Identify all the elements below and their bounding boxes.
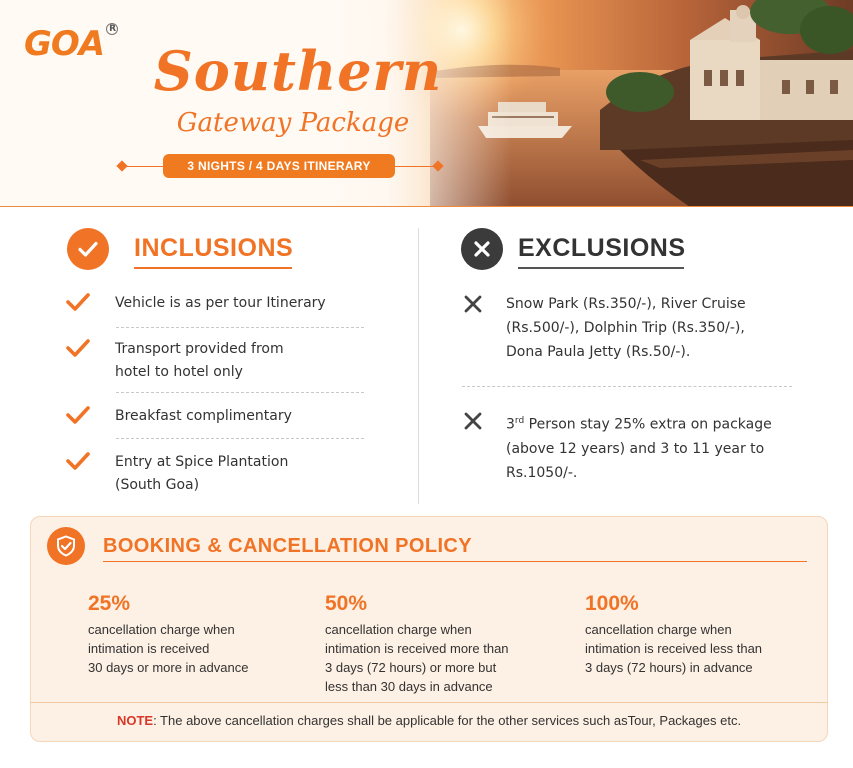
check-icon [66,451,90,471]
note-text: : The above cancellation charges shall be applicable for the other services such asTour, Packages etc. [153,713,742,728]
x-mark-icon [463,411,483,431]
policy-tier [585,592,815,677]
exclusion-text: 3rd Person stay 25% extra on package (above 12 years) and 3 to 11 year to Rs.1050/-. [506,416,772,481]
x-mark-icon [463,294,483,314]
inclusion-text: Breakfast complimentary [115,408,292,424]
policy-underline [103,561,807,562]
inclusions-heading: INCLUSIONS [134,234,294,262]
exclusions-heading: EXCLUSIONS [518,234,686,262]
shield-check-icon [47,527,85,565]
itinerary-badge: 3 NIGHTS / 4 DAYS ITINERARY [163,154,395,178]
check-icon [66,405,90,425]
check-circle-icon [67,228,109,270]
exclusion-separator [462,386,792,387]
exclusion-text: Snow Park (Rs.350/-), River Cruise (Rs.500/-), Dolphin Trip (Rs.350/-), Dona Paula Jetty (Rs.50/-). [506,296,746,360]
policy-tier [88,592,298,677]
check-icon [66,338,90,358]
banner-divider [0,206,853,207]
check-icon [66,292,90,312]
policy-tier [325,592,565,696]
policy-tier-percent: 25% [88,592,131,615]
policy-tier-description: cancellation charge when intimation is received less than 3 days (72 hours) in advance [585,622,763,675]
inclusion-text: Transport provided from hotel to hotel only [115,341,284,380]
package-title: Southern [153,39,443,103]
package-subtitle: Gateway Package [176,108,410,138]
policy-tier-percent: 50% [325,592,368,615]
inclusion-separator [116,438,364,439]
note-label: NOTE [116,713,154,728]
column-divider [418,228,419,504]
exclusions-underline [518,267,684,269]
inclusion-separator [116,327,364,328]
policy-tier-description: cancellation charge when intimation is received 30 days or more in advance [88,622,249,675]
inclusion-text: Vehicle is as per tour Itinerary [115,295,326,311]
policy-heading: BOOKING & CANCELLATION POLICY [103,535,473,557]
policy-tier-description: cancellation charge when intimation is received more than 3 days (72 hours) or more but less than 30 days in advance [325,622,509,694]
header-banner [0,0,853,207]
goa-logo: GOA $^R$ [24,24,118,64]
inclusions-underline [134,267,292,269]
note-separator [30,702,828,703]
inclusion-separator [116,392,364,393]
policy-note [30,713,828,728]
sunset-scene-illustration [0,0,853,207]
inclusion-text: Entry at Spice Plantation (South Goa) [115,454,289,493]
x-circle-icon [461,228,503,270]
policy-tier-percent: 100% [585,592,639,615]
